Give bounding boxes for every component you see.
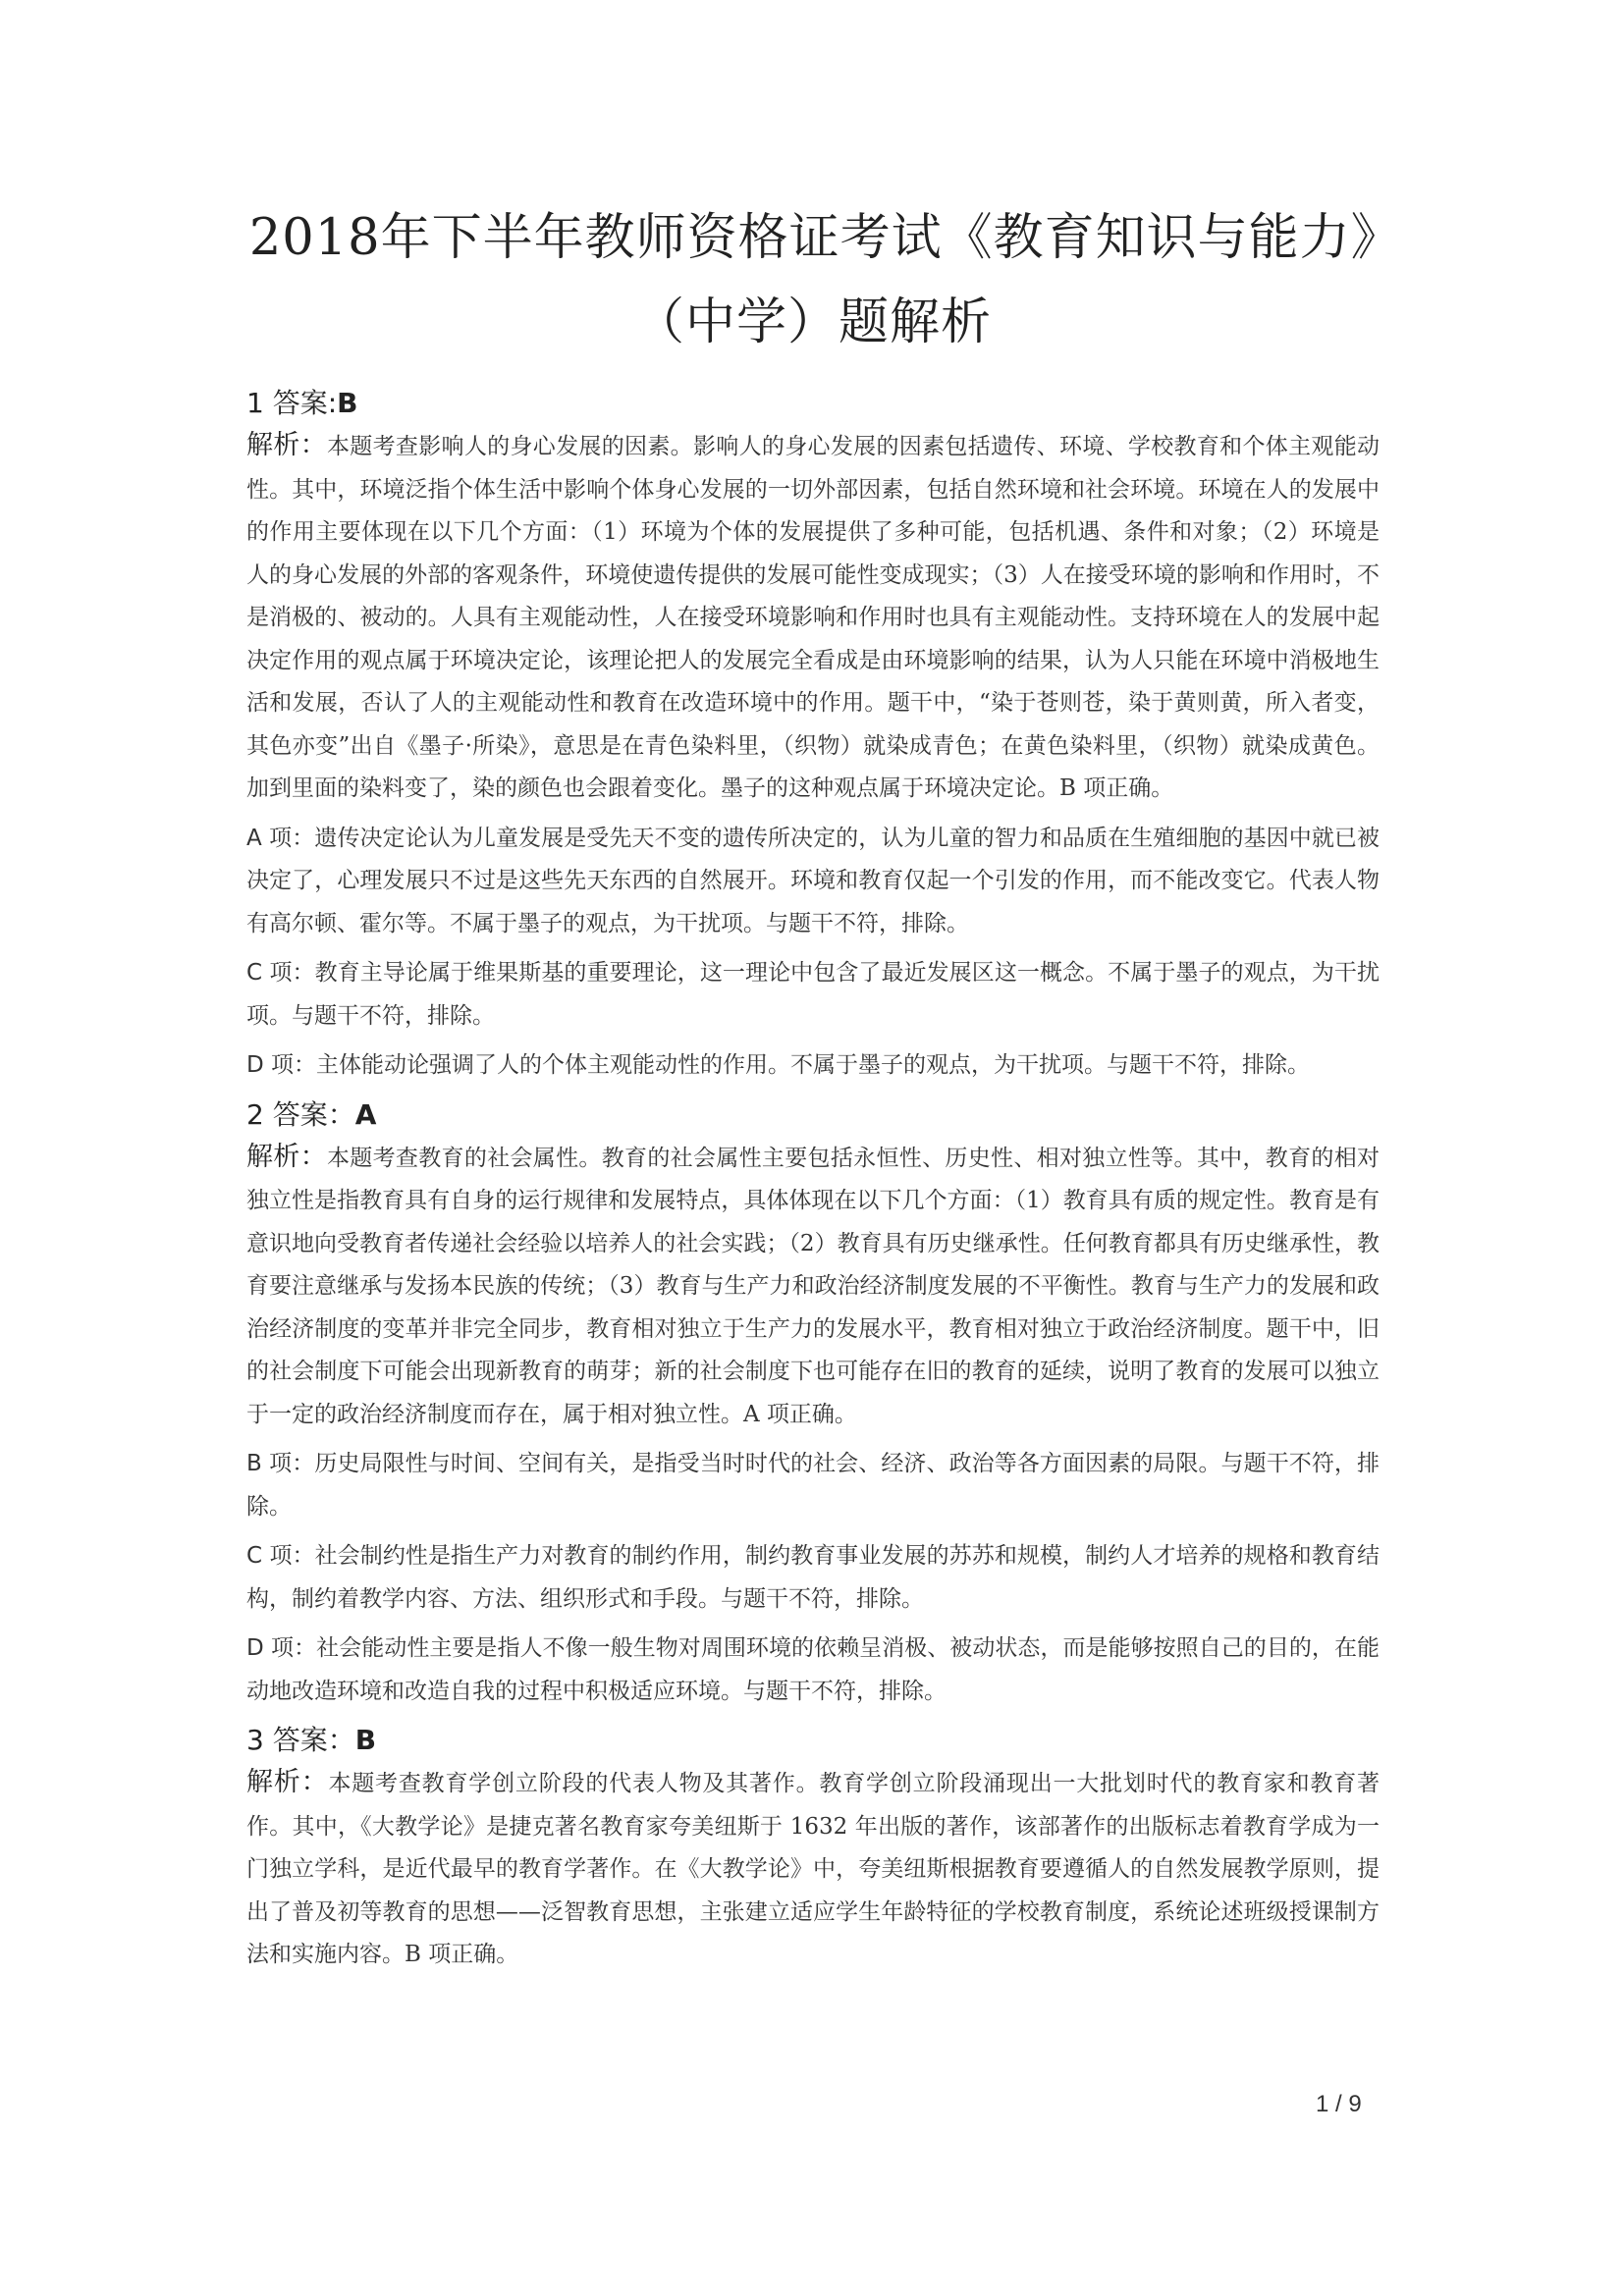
option-label: C 项： — [246, 960, 315, 986]
answer-heading — [246, 383, 1380, 424]
page-number: 1 / 9 — [1316, 2091, 1362, 2117]
answer-prefix: 2 答案： — [246, 1097, 355, 1131]
option-label: D 项： — [246, 1635, 317, 1661]
option-paragraph — [246, 952, 1380, 1038]
option-paragraph — [246, 1044, 1380, 1088]
answer-heading — [246, 1095, 1380, 1136]
analysis-paragraph — [246, 424, 1380, 811]
answer-heading — [246, 1720, 1380, 1761]
analysis-paragraph — [246, 1136, 1380, 1437]
analysis-paragraph — [246, 1761, 1380, 1977]
answer-prefix: 1 答案: — [246, 387, 338, 419]
analysis-label: 解析： — [246, 430, 327, 460]
option-text: 社会能动性主要是指人不像一般生物对周围环境的依赖呈消极、被动状态，而是能够按照自己的目的，在能动地改造环境和改造自我的过程中积极适应环境。与题干不符，排除。 — [246, 1635, 1380, 1704]
answer-letter: B — [354, 1724, 377, 1756]
option-label: A 项： — [246, 825, 315, 851]
option-text: 遗传决定论认为儿童发展是受先天不变的遗传所决定的，认为儿童的智力和品质在生殖细胞的基因中就已被决定了，心理发展只不过是这些先天东西的自然展开。环境和教育仅起一个引发的作用，而不能改变它。代表人物有高尔顿、霍尔等。不属于墨子的观点，为干扰项。与题干不符，排除。 — [246, 825, 1380, 936]
document-title: 2018年下半年教师资格证考试《教育知识与能力》（中学）题解析 — [248, 209, 1378, 351]
option-text: 主体能动论强调了人的个体主观能动性的作用。不属于墨子的观点，为干扰项。与题干不符，排除。 — [316, 1052, 1311, 1078]
analysis-text: 本题考查教育的社会属性。教育的社会属性主要包括永恒性、历史性、相对独立性等。其中，教育的相对独立性是指教育具有自身的运行规律和发展特点，具体体现在以下几个方面：（1）教育具有质的规定性。教育是有意识地向受教育者传递社会经验以培养人的社会实践；（2）教育具有历史继承性。任何教育都具有历史继承性，教育要注意继承与发扬本民族的传统；（3）教育与生产力和政治经济制度发展的不平衡性。教育与生产力的发展和政治经济制度的变革并非完全同步，教育相对独立于生产力的发展水平，教育相对独立于政治经济制度。题干中，旧的社会制度下可能会出现新教育的萌芽；新的社会制度下也可能存在旧的教育的延续，说明了教育的发展可以独立于一定的政治经济制度而存在，属于相对独立性。A 项正确。 — [246, 1145, 1380, 1427]
option-text: 教育主导论属于维果斯基的重要理论，这一理论中包含了最近发展区这一概念。不属于墨子的观点，为干扰项。与题干不符，排除。 — [246, 960, 1380, 1029]
option-paragraph — [246, 1628, 1380, 1713]
document-page — [246, 196, 1380, 1984]
option-label: B 项： — [246, 1451, 315, 1476]
option-label: D 项： — [246, 1052, 317, 1078]
option-text: 历史局限性与时间、空间有关，是指受当时时代的社会、经济、政治等各方面因素的局限。与题干不符，排除。 — [246, 1451, 1380, 1520]
analysis-label: 解析： — [246, 1141, 327, 1172]
question-2 — [246, 1095, 1380, 1714]
option-paragraph — [246, 1443, 1380, 1528]
analysis-label: 解析： — [246, 1767, 329, 1797]
option-text: 社会制约性是指生产力对教育的制约作用，制约教育事业发展的苏苏和规模，制约人才培养的规格和教育结构，制约着教学内容、方法、组织形式和手段。与题干不符，排除。 — [246, 1543, 1380, 1612]
option-paragraph — [246, 818, 1380, 946]
answer-prefix: 3 答案： — [246, 1724, 355, 1756]
analysis-text: 本题考查影响人的身心发展的因素。影响人的身心发展的因素包括遗传、环境、学校教育和个体主观能动性。其中，环境泛指个体生活中影响个体身心发展的一切外部因素，包括自然环境和社会环境。环境在人的发展中的作用主要体现在以下几个方面：（1）环境为个体的发展提供了多种可能，包括机遇、条件和对象；（2）环境是人的身心发展的外部的客观条件，环境使遗传提供的发展可能性变成现实；（3）人在接受环境的影响和作用时，不是消极的、被动的。人具有主观能动性，人在接受环境影响和作用时也具有主观能动性。支持环境在人的发展中起决定作用的观点属于环境决定论，该理论把人的发展完全看成是由环境影响的结果，认为人只能在环境中消极地生活和发展，否认了人的主观能动性和教育在改造环境中的作用。题干中，“染于苍则苍，染于黄则黄，所入者变，其色亦变”出自《墨子·所染》，意思是在青色染料里，（织物）就染成青色；在黄色染料里，（织物）就染成黄色。加到里面的染料变了，染的颜色也会跟着变化。墨子的这种观点属于环境决定论。B 项正确。 — [246, 434, 1380, 801]
question-3 — [246, 1720, 1380, 1977]
option-paragraph — [246, 1535, 1380, 1621]
question-1 — [246, 383, 1380, 1088]
option-label: C 项： — [246, 1543, 315, 1569]
answer-letter: B — [337, 387, 358, 419]
answer-letter: A — [354, 1097, 377, 1131]
analysis-text: 本题考查教育学创立阶段的代表人物及其著作。教育学创立阶段涌现出一大批划时代的教育家和教育著作。其中，《大教学论》是捷克著名教育家夸美纽斯于 1632 年出版的著作，该部著作的出版标志着教育学成为一门独立学科，是近代最早的教育学著作。在《大教学论》中，夸美纽斯根据教育要遵循人的自然发展教学原则，提出了普及初等教育的思想——泛智教育思想，主张建立适应学生年龄特征的学校教育制度，系统论述班级授课制方法和实施内容。B 项正确。 — [246, 1771, 1380, 1967]
